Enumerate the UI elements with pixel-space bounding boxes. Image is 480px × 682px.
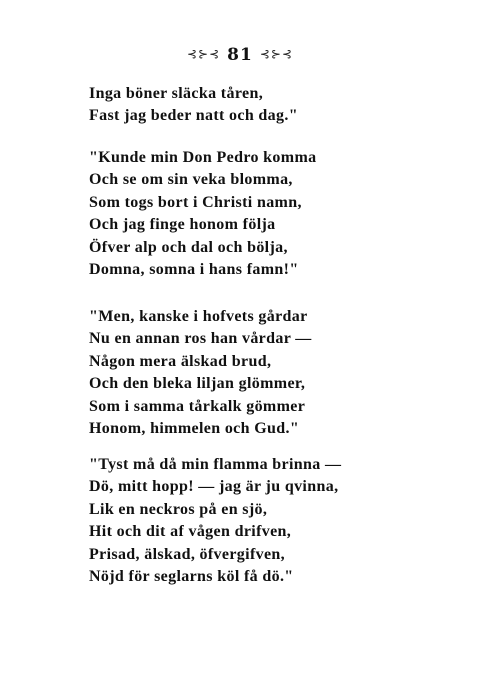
right-ornament: ⊰⊱⊰ — [259, 47, 293, 61]
poem-line: "Tyst må då min flamma brinna — — [89, 456, 342, 473]
poem-line: Nöjd för seglarns köl få dö." — [89, 568, 294, 586]
left-ornament: ⊰⊱⊰ — [186, 47, 221, 61]
poem-line: Öfver alp och dal och bölja, — [89, 238, 288, 256]
poem-line: Honom, himmelen och Gud." — [89, 420, 300, 438]
poem-line: Lik en neckros på en sjö, — [89, 500, 268, 518]
stanza-4 — [89, 454, 341, 588]
poem-line: Och jag finge honom följa — [89, 216, 276, 234]
poem-line: Nu en annan ros han vårdar — — [89, 330, 312, 348]
poem-line: Inga böner släcka tåren, — [89, 85, 264, 102]
stanza-3 — [89, 306, 312, 440]
poem-line: Domna, somna i hans famn!" — [89, 261, 299, 279]
poem-line: Prisad, älskad, öfvergifven, — [89, 545, 286, 563]
stanza-1 — [89, 83, 298, 128]
poem-line: Någon mera älskad brud, — [89, 352, 272, 370]
poem-line: Fast jag beder natt och dag." — [89, 107, 298, 125]
poem-line: "Men, kanske i hofvets gårdar — [89, 308, 308, 325]
stanza-2 — [89, 147, 317, 281]
poem-line: Och se om sin veka blomma, — [89, 171, 293, 189]
poem-line: Och den bleka liljan glömmer, — [89, 375, 306, 393]
poem-line: Dö, mitt hopp! — jag är ju qvinna, — [89, 478, 339, 496]
poem-line: Som togs bort i Christi namn, — [89, 193, 302, 211]
poem-line: Hit och dit af vågen drifven, — [89, 523, 292, 541]
page-number: 81 — [227, 45, 253, 65]
poem-line: "Kunde min Don Pedro komma — [89, 149, 317, 166]
poem-line: Som i samma tårkalk gömmer — [89, 397, 306, 415]
page-header — [0, 45, 480, 65]
